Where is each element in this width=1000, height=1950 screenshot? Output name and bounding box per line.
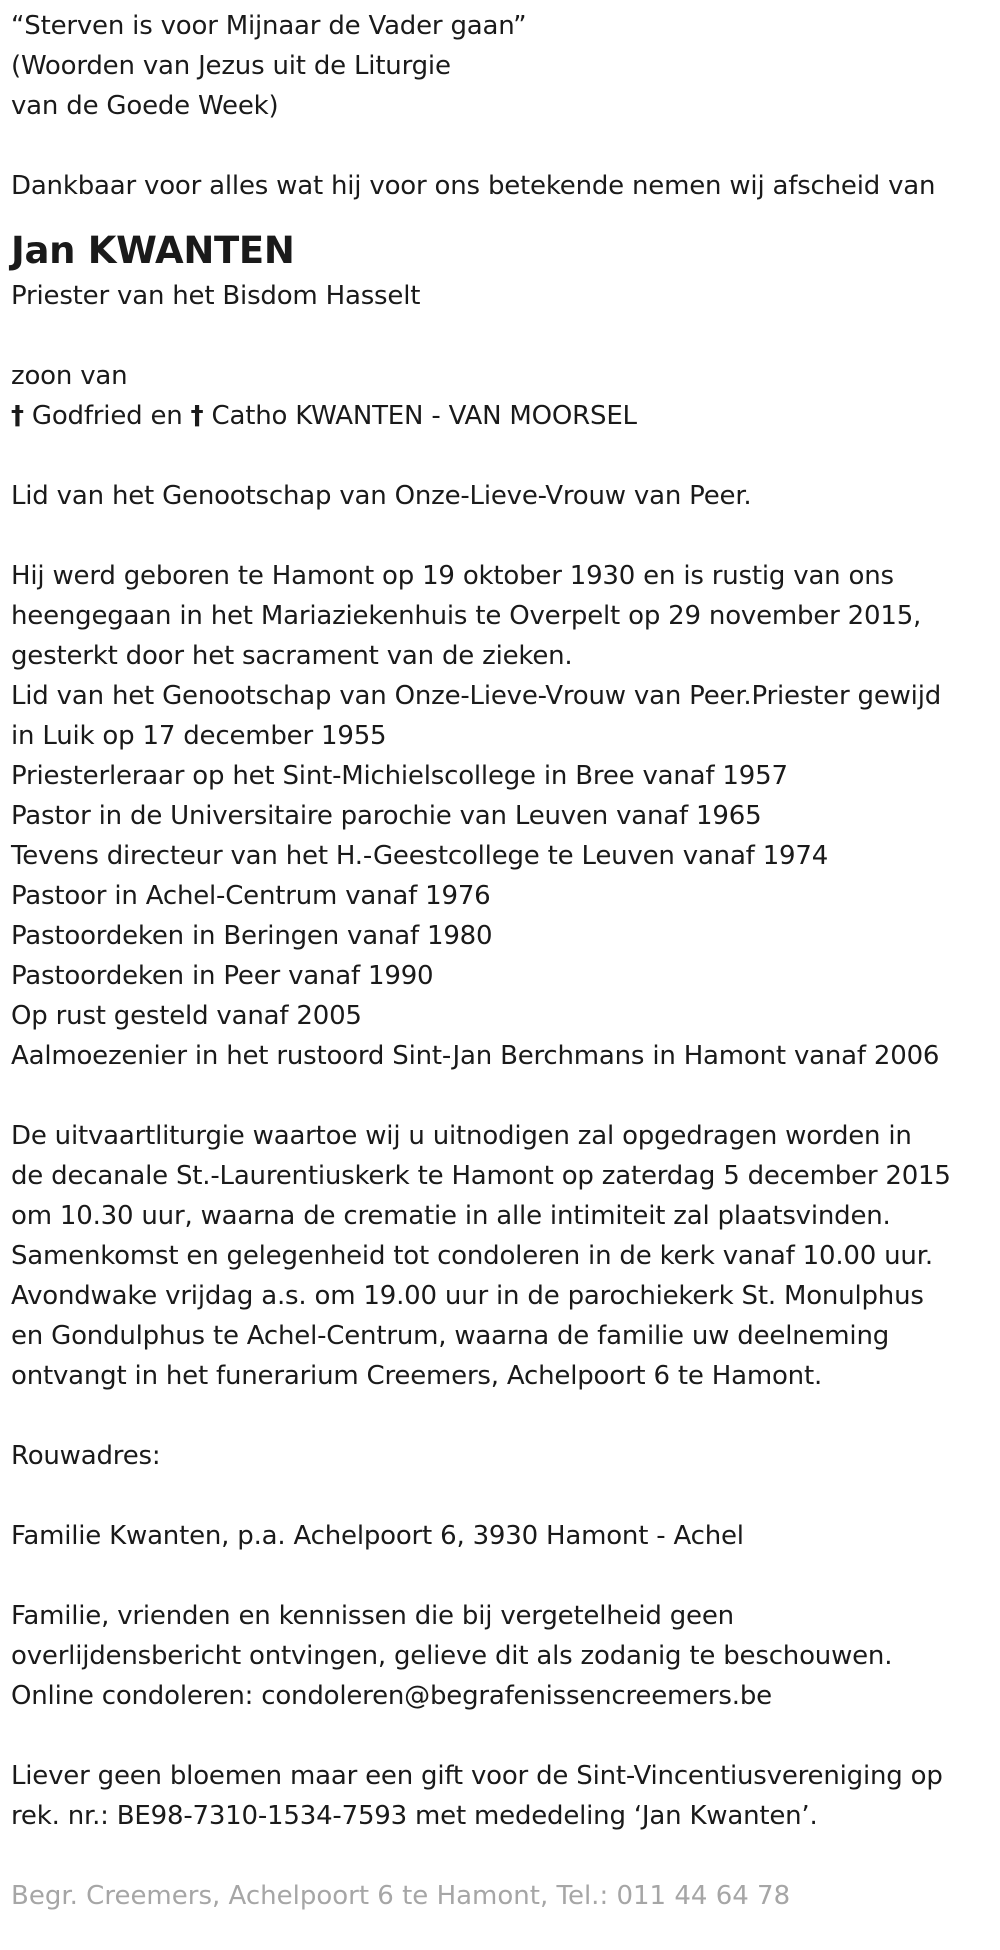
biography-line: Aalmoezenier in het rustoord Sint-Jan Berchmans in Hamont vanaf 2006 [11,1041,940,1071]
quote-line: (Woorden van Jezus uit de Liturgie [11,51,451,81]
father-name: Godfried en [31,401,183,431]
funeral-line: om 10.30 uur, waarna de crematie in alle intimiteit zal plaatsvinden. [11,1201,891,1231]
funeral-block [11,1116,989,1396]
cross-icon: † [190,401,204,431]
biography-line: Hij werd geboren te Hamont op 19 oktober 1930 en is rustig van ons [11,561,894,591]
address-label: Rouwadres: [11,1441,161,1471]
intro-text: Dankbaar voor alles wat hij voor ons betekende nemen wij afscheid van [11,171,936,201]
funeral-home-footer: Begr. Creemers, Achelpoort 6 te Hamont, Tel.: 011 44 64 78 [11,1881,791,1911]
cross-icon: † [11,401,24,431]
quote-line: van de Goede Week) [11,91,279,121]
biography-line: Lid van het Genootschap van Onze-Lieve-Vrouw van Peer.Priester gewijd [11,681,942,711]
biography-line: Priesterleraar op het Sint-Michielscollege in Bree vanaf 1957 [11,761,788,791]
mother-name: Catho KWANTEN - VAN MOORSEL [211,401,637,431]
funeral-line: en Gondulphus te Achel-Centrum, waarna de familie uw deelneming [11,1321,890,1351]
notice-line: overlijdensbericht ontvingen, gelieve dit als zodanig te beschouwen. [11,1641,893,1671]
notice-line: Online condoleren: condoleren@begrafenissencreemers.be [11,1681,772,1711]
gift-line: Liever geen bloemen maar een gift voor de Sint-Vincentiusvereniging op [11,1761,943,1791]
biography-line: Pastoordeken in Beringen vanaf 1980 [11,921,493,951]
biography-line: in Luik op 17 december 1955 [11,721,387,751]
biography-line: Pastor in de Universitaire parochie van Leuven vanaf 1965 [11,801,762,831]
funeral-line: De uitvaartliturgie waartoe wij u uitnodigen zal opgedragen worden in [11,1121,912,1151]
biography-line: Op rust gesteld vanaf 2005 [11,1001,362,1031]
funeral-line: ontvangt in het funerarium Creemers, Achelpoort 6 te Hamont. [11,1361,823,1391]
membership-text: Lid van het Genootschap van Onze-Lieve-Vrouw van Peer. [11,481,752,511]
biography-line: heengegaan in het Mariaziekenhuis te Overpelt op 29 november 2015, [11,601,922,631]
parents-block [11,356,989,436]
deceased-name: Jan KWANTEN [11,229,295,272]
gift-block [11,1756,989,1836]
deceased-title: Priester van het Bisdom Hasselt [11,281,421,311]
parents-names [11,396,989,436]
quote-line: “Sterven is voor Mijnaar de Vader gaan” [11,11,527,41]
funeral-line: de decanale St.-Laurentiuskerk te Hamont op zaterdag 5 december 2015 [11,1161,951,1191]
notice-line: Familie, vrienden en kennissen die bij vergetelheid geen [11,1601,734,1631]
parents-label: zoon van [11,361,128,391]
biography-block [11,556,989,1076]
biography-line: gesterkt door het sacrament van de zieken. [11,641,573,671]
quote-block [11,6,989,126]
funeral-line: Samenkomst en gelegenheid tot condoleren in de kerk vanaf 10.00 uur. [11,1241,933,1271]
biography-line: Pastoor in Achel-Centrum vanaf 1976 [11,881,491,911]
address-value: Familie Kwanten, p.a. Achelpoort 6, 3930 Hamont - Achel [11,1521,744,1551]
gift-line: rek. nr.: BE98-7310-1534-7593 met mededeling ‘Jan Kwanten’. [11,1801,818,1831]
funeral-line: Avondwake vrijdag a.s. om 19.00 uur in de parochiekerk St. Monulphus [11,1281,924,1311]
biography-line: Tevens directeur van het H.-Geestcollege te Leuven vanaf 1974 [11,841,829,871]
biography-line: Pastoordeken in Peer vanaf 1990 [11,961,434,991]
notice-block [11,1596,989,1716]
